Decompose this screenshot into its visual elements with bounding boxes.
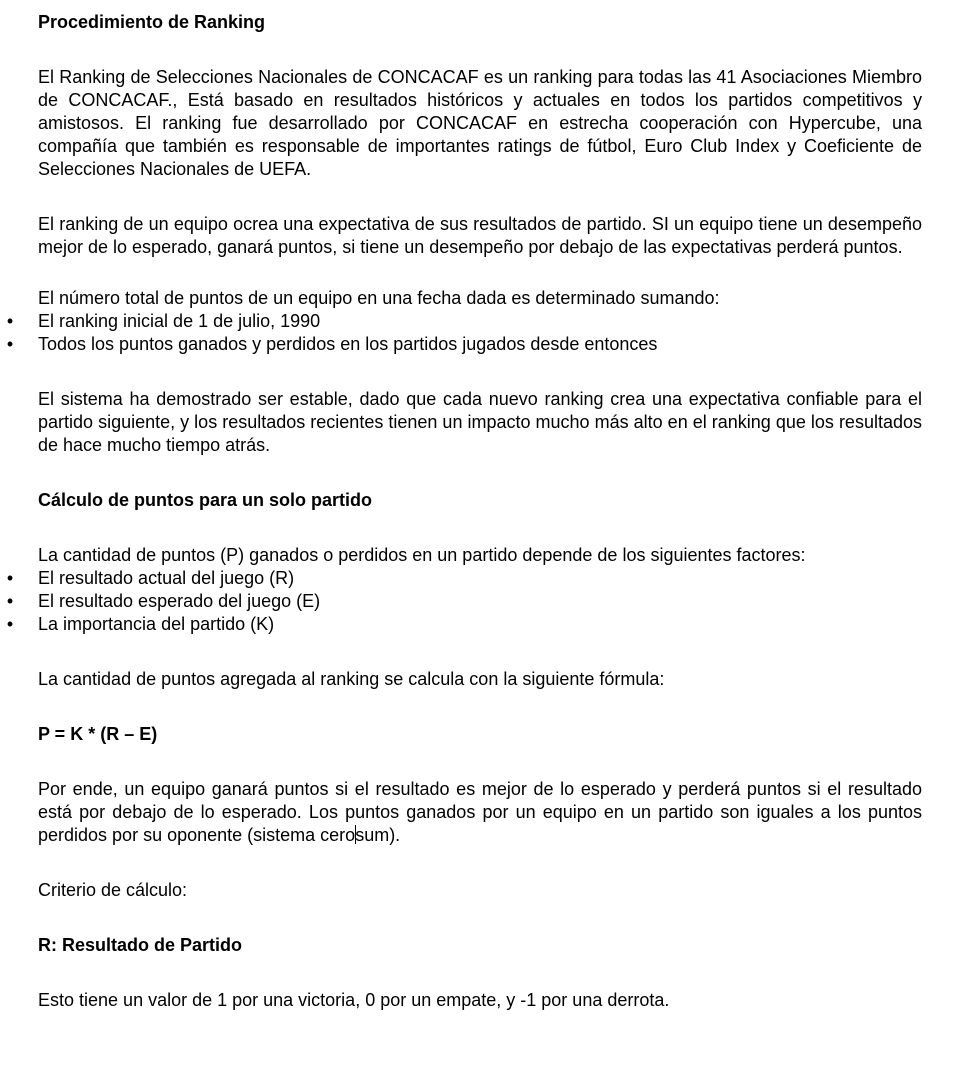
- stability-paragraph: El sistema ha demostrado ser estable, dado que cada nuevo ranking crea una expectativa confiable para el partido siguiente, y los resultados recientes tienen un impacto mucho más alto en el ranking que los resultados de hace mucho tiempo atrás.: [38, 389, 922, 455]
- factors-list: [6, 567, 922, 636]
- list-item: [6, 567, 922, 590]
- list-item-text: El resultado actual del juego (R): [38, 568, 295, 588]
- list-item-text: El ranking inicial de 1 de julio, 1990: [38, 311, 321, 331]
- list-item-text: El resultado esperado del juego (E): [38, 591, 321, 611]
- expectation-paragraph: El ranking de un equipo ocrea una expectativa de sus resultados de partido. SI un equipo tiene un desempeño mejor de lo esperado, ganará puntos, si tiene un desempeño por debajo de las expectativas perderá puntos.: [38, 214, 922, 257]
- bullet-icon: •: [6, 568, 14, 588]
- formula-intro: La cantidad de puntos agregada al ranking se calcula con la siguiente fórmula:: [38, 669, 665, 689]
- factors-intro: La cantidad de puntos (P) ganados o perdidos en un partido depende de los siguientes factores:: [38, 545, 806, 565]
- zero-sum-paragraph: [38, 778, 922, 847]
- zero-sum-text-end: sum).: [355, 825, 401, 845]
- criteria-label: Criterio de cálculo:: [38, 880, 188, 900]
- zero-sum-text-start: Por ende, un equipo ganará puntos si el resultado es mejor de lo esperado y perderá puntos si el resultado está por debajo de lo esperado. Los puntos ganados por un equipo en un partido son iguales a los puntos perdidos por su oponente (sistema cero: [38, 779, 922, 845]
- bullet-icon: •: [6, 311, 14, 331]
- list-item: [6, 333, 922, 356]
- list-item: [6, 590, 922, 613]
- result-paragraph: Esto tiene un valor de 1 por una victoria, 0 por un empate, y -1 por una derrota.: [38, 990, 670, 1010]
- list-item: [6, 310, 922, 333]
- bullet-icon: •: [6, 614, 14, 634]
- intro-paragraph: El Ranking de Selecciones Nacionales de CONCACAF es un ranking para todas las 41 Asociaciones Miembro de CONCACAF., Está basado en resultados históricos y actuales en todos los partidos competitivos y amistosos. El ranking fue desarrollado por CONCACAF en estrecha cooperación con Hypercube, una compañía que también es responsable de importantes ratings de fútbol, Euro Club Index y Coeficiente de Selecciones Nacionales de UEFA.: [38, 67, 922, 179]
- formula: P = K * (R – E): [38, 724, 158, 744]
- list-item-text: Todos los puntos ganados y perdidos en los partidos jugados desde entonces: [38, 334, 658, 354]
- bullet-icon: •: [6, 591, 14, 611]
- result-heading: R: Resultado de Partido: [38, 935, 243, 955]
- document-body: [6, 11, 922, 1012]
- total-points-list: [6, 310, 922, 356]
- section-heading: Cálculo de puntos para un solo partido: [38, 490, 373, 510]
- list-item-text: La importancia del partido (K): [38, 614, 275, 634]
- list-item: [6, 613, 922, 636]
- total-points-intro: El número total de puntos de un equipo en una fecha dada es determinado sumando:: [38, 288, 720, 308]
- document-title: Procedimiento de Ranking: [38, 12, 266, 32]
- bullet-icon: •: [6, 334, 14, 354]
